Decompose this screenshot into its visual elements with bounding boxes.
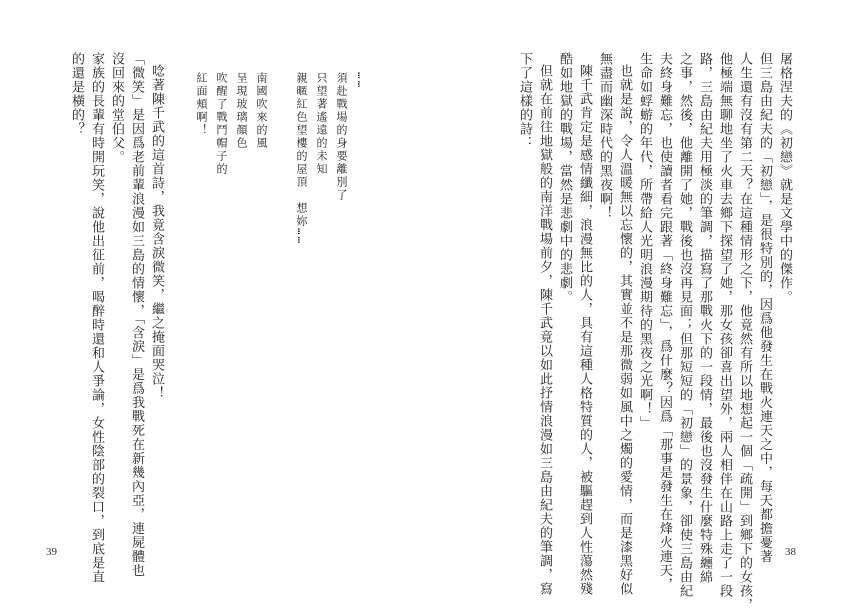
text-column: 陳千武肯定是感情纖細，浪漫無比的人，具有這種人格特質的人，被驅趕到人性蕩然殘 — [577, 64, 592, 596]
text-column: 沒回來的堂伯父。 — [109, 52, 124, 164]
poem-line: 南國吹來的風 — [255, 72, 268, 150]
gutter — [424, 0, 425, 603]
text-column: 他極端無聊地坐了火車去鄉下探望了她，那女孩卻喜出望外，兩人相伴在山路上走了一段 — [717, 52, 732, 598]
poem-line: 親暱紅色望樓的屋頂 想妳…… — [295, 72, 308, 246]
text-column: 之事，然後，他離開了她，戰後也沒再見面；但那短短的「初戀」的景象，卻使三島由紀 — [677, 52, 692, 598]
poem-line: 須赴戰場的身要離別了 — [335, 72, 348, 202]
page-number: 38 — [785, 546, 796, 558]
page-number: 39 — [46, 546, 57, 558]
poem-line: 只望著遙遠的未知 — [315, 72, 328, 176]
text-column: 路，三島由紀夫用極淡的筆調，描寫了那戰火下的一段情，最後也沒發生什麼特殊纏綿 — [697, 52, 712, 584]
text-column: 唸著陳千武的這首詩，我竟含淚微笑，繼之掩面哭泣！ — [149, 64, 164, 400]
text-column: 但就在前往地獄般的南洋戰場前夕，陳千武竟以如此抒情浪漫如三島由紀夫的筆調，寫 — [537, 64, 552, 596]
poem-line: 紅面頰啊！ — [195, 72, 208, 137]
text-column: 生命如蜉蝣的年代，所帶給人光明浪漫期待的黑夜之光啊！」 — [637, 52, 652, 430]
text-column: 但三島由紀夫的「初戀」，是很特別的，因爲他發生在戰火連天之中，每天都擔憂著 — [757, 52, 772, 564]
text-column: 的還是橫的？ — [69, 52, 84, 136]
text-column: 酷如地獄的戰場，當然是悲劇中的悲劇。 — [557, 52, 572, 304]
text-column: 「微笑」是因爲老前輩浪漫如三島的情懷，「含淚」是爲我戰死在新幾內亞，連屍體也 — [129, 52, 144, 578]
text-column: 夫終身難忘，也使讀者看完跟著「終身難忘」，爲什麼？因爲「那事是發生在烽火連天， — [657, 52, 672, 592]
text-column: 屠格涅夫的《初戀》就是文學中的傑作。 — [777, 52, 792, 304]
text-column: 人生還有沒有第二天？在這種情形之下，他竟然有所以地想起一個「疏開」到鄉下的女孩， — [737, 52, 752, 612]
text-column: 無盡而幽深時代的黑夜啊！ — [597, 52, 612, 220]
poem-line: 吹醒了戰鬥帽子的 — [215, 72, 228, 176]
text-column: 家族的長輩有時開玩笑，說他出征前，喝醉時還和人爭論，女性陰部的裂口，到底是直 — [89, 52, 104, 584]
poem-line: 呈現玻璃顏色 — [235, 72, 248, 150]
text-column: 下了這樣的詩： — [517, 52, 532, 150]
text-column: 也就是說，令人溫暖無以忘懷的，其實並不是那微弱如風中之燭的愛情，而是漆黑好似 — [617, 64, 632, 596]
poem-line: …… — [355, 72, 368, 90]
